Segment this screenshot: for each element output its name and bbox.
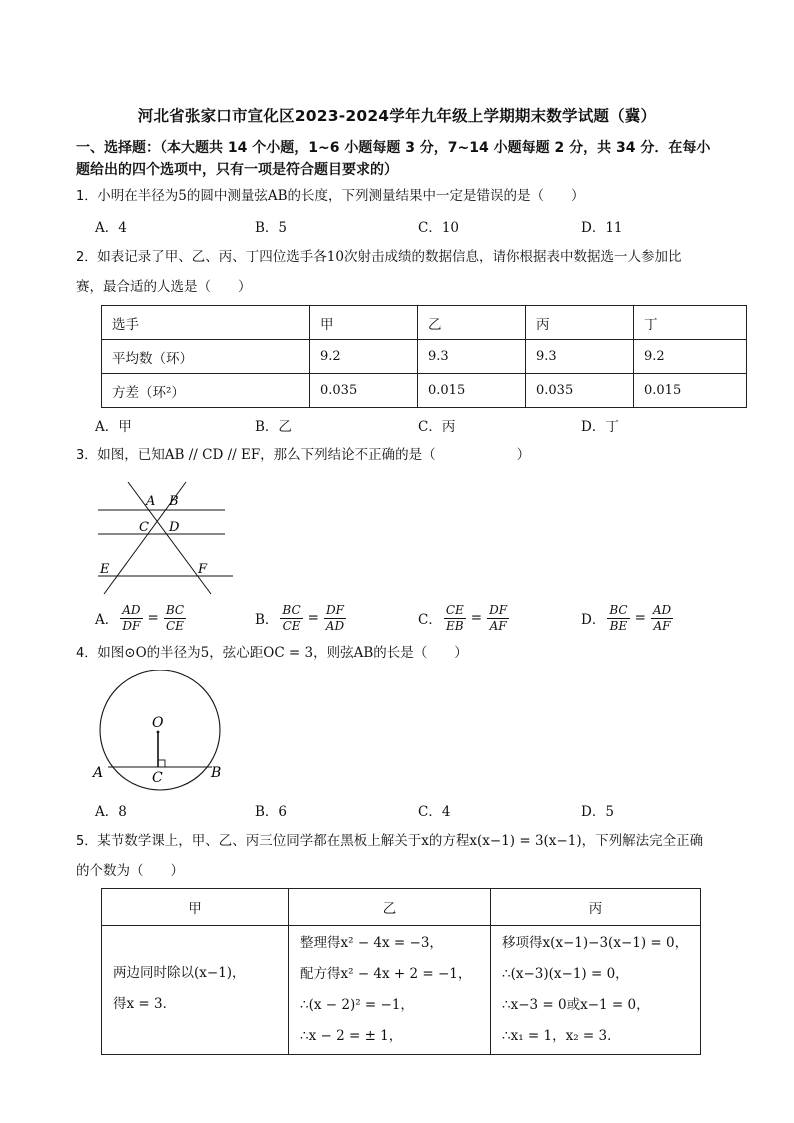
solution-line: 两边同时除以(x−1)， — [113, 965, 246, 981]
numerator: DF — [489, 602, 508, 617]
question-1-options — [95, 216, 755, 238]
question-4 — [76, 638, 756, 669]
option-letter: A． — [95, 612, 119, 628]
solution-line: ∴x−3 = 0或x−1 = 0， — [502, 997, 650, 1013]
question-text: 如表记录了甲、乙、丙、丁四位选手各10次射击成绩的数据信息，请你根据表中数据选一人参加比 — [97, 249, 682, 265]
denominator: AF — [489, 618, 507, 633]
option-b[interactable]: B． $\frac{BC}{CE}$ = $\frac{DF}{AD}$ — [255, 602, 345, 633]
option-a[interactable]: A．4 — [95, 220, 127, 236]
solution-yi — [289, 926, 491, 1055]
question-2-options — [95, 415, 755, 437]
table-cell: 选手 — [102, 306, 310, 340]
option-b[interactable]: B．6 — [255, 804, 288, 820]
label-a: A — [146, 494, 156, 509]
page-title: 河北省张家口市宣化区2023-2024学年九年级上学期期末数学试题（冀） — [137, 107, 657, 125]
solution-bing — [491, 926, 701, 1055]
solution-line: ∴(x − 2)² = −1， — [300, 997, 414, 1013]
label-a: A — [93, 765, 104, 781]
solutions-table — [101, 888, 701, 1055]
numerator: CE — [445, 602, 464, 617]
circle-figure — [88, 670, 236, 792]
table-cell: 9.2 — [634, 340, 747, 374]
section-heading-line-2: 题给出的四个选项中，只有一项是符合题目要求的） — [76, 162, 398, 178]
question-text: 某节数学课上，甲、乙、丙三位同学都在黑板上解关于x的方程x(x−1) = 3(x−1)，下列解法完全正确 — [97, 833, 704, 849]
table-cell: 0.015 — [634, 374, 747, 408]
label-o: O — [152, 715, 164, 731]
label-e: E — [100, 562, 110, 577]
option-b[interactable]: B．乙 — [255, 419, 292, 435]
question-text: 如图，已知AB // CD // EF，那么下列结论不正确的是（ ） — [97, 447, 531, 463]
solution-line: 整理得x² − 4x = −3， — [300, 935, 443, 951]
option-a[interactable]: A． $\frac{AD}{DF}$ = $\frac{BC}{CE}$ — [95, 602, 185, 633]
question-number: 2． — [76, 250, 98, 265]
table-cell: 0.035 — [310, 374, 418, 408]
table-header-row — [102, 306, 747, 340]
table-cell: 平均数（环） — [102, 340, 310, 374]
numerator: BC — [165, 602, 185, 617]
label-b: B — [211, 765, 222, 781]
question-text: 小明在半径为5的圆中测量弦AB的长度，下列测量结果中一定是错误的是（ ） — [97, 188, 585, 204]
denominator: AF — [653, 618, 671, 633]
option-a[interactable]: A．8 — [95, 804, 127, 820]
option-c[interactable]: C．10 — [418, 220, 460, 236]
fraction-right — [324, 603, 346, 634]
question-4-options — [95, 800, 755, 822]
option-a[interactable]: A．甲 — [95, 419, 132, 435]
fraction-right — [164, 603, 186, 634]
question-number: 3． — [76, 448, 98, 463]
option-c[interactable]: C． $\frac{CE}{EB}$ = $\frac{DF}{AF}$ — [418, 602, 508, 633]
fraction-left — [444, 603, 466, 634]
question-number: 4． — [76, 646, 98, 661]
label-d: D — [169, 520, 180, 535]
table-cell: 丙 — [526, 306, 634, 340]
denominator: EB — [446, 618, 464, 633]
denominator: CE — [166, 618, 184, 633]
fraction-left — [280, 603, 302, 634]
section-heading-line-1: 一、选择题：（本大题共 14 个小题，1~6 小题每题 3 分，7~14 小题每题 2 分，共 34 分．在每小 — [76, 140, 711, 156]
table-row — [102, 926, 701, 1055]
right-angle-mark — [158, 760, 165, 767]
solution-jia — [102, 926, 289, 1055]
fraction-left — [607, 603, 629, 634]
denominator: CE — [282, 618, 301, 633]
table-header-row — [102, 889, 701, 926]
table-cell: 丙 — [491, 889, 701, 926]
numerator: AD — [652, 602, 672, 617]
table-cell: 甲 — [102, 889, 289, 926]
table-cell: 9.3 — [526, 340, 634, 374]
table-cell: 丁 — [634, 306, 747, 340]
question-2-line-2: 赛，最合适的人选是（ ） — [76, 279, 252, 295]
table-cell: 乙 — [418, 306, 526, 340]
table-cell: 0.035 — [526, 374, 634, 408]
option-d[interactable]: D．5 — [581, 804, 614, 820]
question-number: 5． — [76, 834, 98, 849]
solution-line: 配方得x² − 4x + 2 = −1， — [300, 966, 472, 982]
label-c: C — [152, 770, 163, 786]
label-f: F — [198, 562, 208, 577]
table-cell: 9.2 — [310, 340, 418, 374]
table-row — [102, 340, 747, 374]
table-cell: 甲 — [310, 306, 418, 340]
option-d[interactable]: D． $\frac{BC}{BE}$ = $\frac{AD}{AF}$ — [581, 602, 672, 633]
option-b[interactable]: B．5 — [255, 220, 288, 236]
solution-line: 得x = 3． — [113, 996, 177, 1012]
solution-line: ∴x − 2 = ± 1， — [300, 1028, 403, 1044]
numerator: BC — [282, 602, 301, 617]
numerator: BC — [609, 602, 628, 617]
fraction-left — [120, 603, 142, 634]
solution-line: ∴(x−3)(x−1) = 0， — [502, 966, 629, 982]
denominator: AD — [325, 618, 345, 633]
numerator: AD — [122, 602, 141, 617]
fraction-right — [487, 603, 509, 634]
question-number: 1． — [76, 189, 98, 204]
question-2-line-1 — [76, 242, 756, 273]
option-d[interactable]: D．丁 — [581, 419, 619, 435]
question-5-line-2: 的个数为（ ） — [76, 863, 184, 879]
denominator: DF — [122, 618, 141, 633]
table-cell: 乙 — [289, 889, 491, 926]
solution-line: 移项得x(x−1)−3(x−1) = 0， — [502, 935, 689, 951]
option-letter: D． — [581, 612, 606, 628]
label-c: C — [139, 520, 149, 535]
shooting-data-table — [101, 305, 747, 408]
option-d[interactable]: D．11 — [581, 220, 623, 236]
option-c[interactable]: C．4 — [418, 804, 451, 820]
option-letter: C． — [418, 612, 442, 628]
denominator: BE — [609, 618, 628, 633]
option-letter: B． — [255, 612, 279, 628]
table-cell: 方差（环²） — [102, 374, 310, 408]
center-point — [157, 731, 160, 734]
question-5-line-1 — [76, 826, 756, 857]
fraction-right — [651, 603, 673, 634]
question-text: 如图⊙O的半径为5，弦心距OC = 3，则弦AB的长是（ ） — [97, 645, 468, 661]
label-b: B — [169, 494, 179, 509]
numerator: DF — [325, 602, 344, 617]
table-cell: 0.015 — [418, 374, 526, 408]
question-1 — [76, 181, 756, 212]
question-3-options — [95, 600, 755, 636]
table-cell: 9.3 — [418, 340, 526, 374]
table-row — [102, 374, 747, 408]
parallel-lines-figure — [90, 478, 240, 596]
question-3 — [76, 440, 756, 471]
solution-line: ∴x₁ = 1，x₂ = 3． — [502, 1028, 621, 1044]
option-c[interactable]: C．丙 — [418, 419, 456, 435]
